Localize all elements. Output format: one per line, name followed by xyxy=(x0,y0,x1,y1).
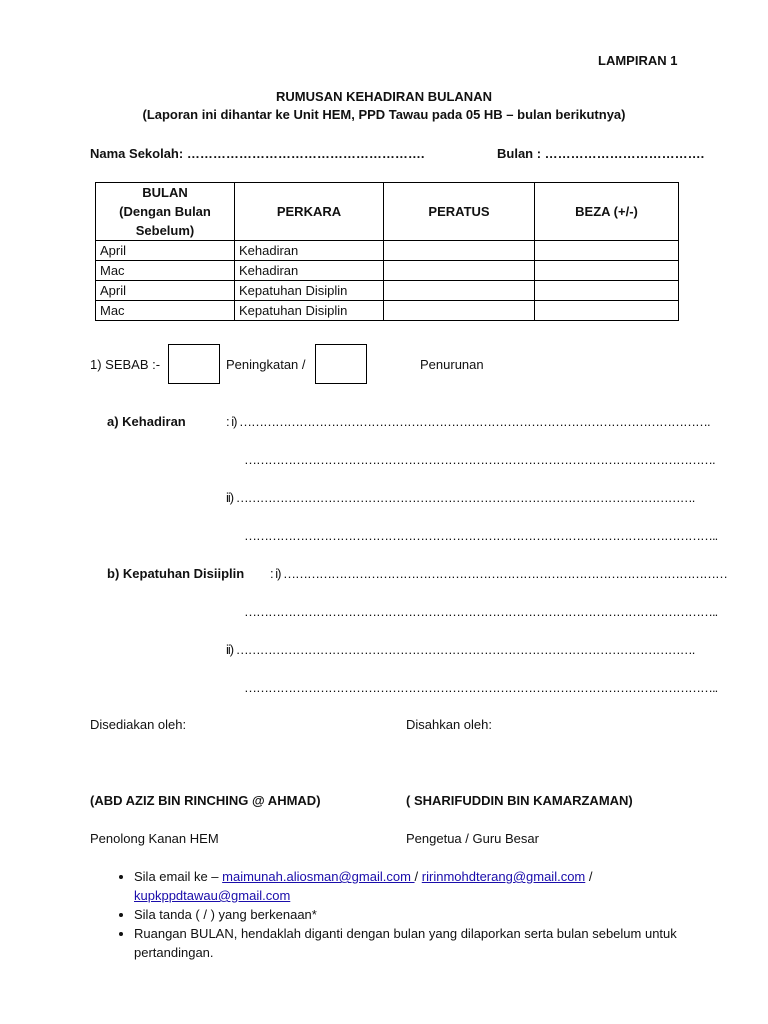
attendance-summary-table xyxy=(95,182,679,321)
cell-item: Kepatuhan Disiplin xyxy=(235,281,384,301)
table-row xyxy=(96,261,679,281)
cell-difference[interactable] xyxy=(535,301,679,321)
cell-month: Mac xyxy=(96,261,235,281)
section-a-line-i-cont[interactable]: ………………………………………………………………………………………………………. xyxy=(244,452,715,467)
header-bulan: BULAN (Dengan Bulan Sebelum) xyxy=(96,183,235,241)
notes-list xyxy=(108,867,694,962)
list-item: • Sila tanda ( / ) yang berkenaan* xyxy=(134,905,694,924)
approved-by-name: ( SHARIFUDDIN BIN KAMARZAMAN) xyxy=(406,793,633,808)
cell-percent[interactable] xyxy=(384,261,535,281)
header-peratus: PERATUS xyxy=(384,183,535,241)
header-perkara: PERKARA xyxy=(235,183,384,241)
prepared-by-label: Disediakan oleh: xyxy=(90,717,187,732)
separator: / xyxy=(414,869,422,884)
email-link-1[interactable]: maimunah.aliosman@gmail.com xyxy=(222,869,415,884)
increase-checkbox[interactable] xyxy=(168,344,220,384)
approved-by-role: Pengetua / Guru Besar xyxy=(406,831,539,846)
cell-difference[interactable] xyxy=(535,281,679,301)
section-b-line-i[interactable]: : i) ………………………………………………………………………………………………… xyxy=(270,566,728,581)
cell-percent[interactable] xyxy=(384,281,535,301)
cell-difference[interactable] xyxy=(535,241,679,261)
cell-month: April xyxy=(96,281,235,301)
table-row xyxy=(96,301,679,321)
cell-item: Kehadiran xyxy=(235,261,384,281)
section-b-label: b) Kepatuhan Disiiplin xyxy=(107,566,245,581)
section-a-label: a) Kehadiran xyxy=(107,414,186,429)
school-name-field[interactable]: Nama Sekolah: ………………………………………………. xyxy=(90,146,425,161)
list-item: • Ruangan BULAN, hendaklah diganti dengan bulan yang dilaporkan serta bulan sebelum untuk pertandingan. xyxy=(134,924,694,962)
lampiran-label: LAMPIRAN 1 xyxy=(598,53,678,68)
cell-month: April xyxy=(96,241,235,261)
section-b-line-ii[interactable]: ii) ……………………………………………………………………………………………………. xyxy=(226,642,695,657)
table-row xyxy=(96,281,679,301)
email-link-3[interactable]: kupkppdtawau@gmail.com xyxy=(134,888,291,903)
document-title: RUMUSAN KEHADIRAN BULANAN xyxy=(276,89,492,104)
prepared-by-name: (ABD AZIZ BIN RINCHING @ AHMAD) xyxy=(90,793,321,808)
cell-item: Kepatuhan Disiplin xyxy=(235,301,384,321)
section-a-line-ii[interactable]: ii) ……………………………………………………………………………………………………. xyxy=(226,490,695,505)
section-a-line-ii-cont[interactable]: ……………………………………………………………………………………………………….. xyxy=(244,528,718,543)
cell-percent[interactable] xyxy=(384,241,535,261)
header-beza: BEZA (+/-) xyxy=(535,183,679,241)
cell-item: Kehadiran xyxy=(235,241,384,261)
separator: / xyxy=(585,869,593,884)
cell-percent[interactable] xyxy=(384,301,535,321)
document-subtitle: (Laporan ini dihantar ke Unit HEM, PPD Tawau pada 05 HB – bulan berikutnya) xyxy=(142,107,626,122)
section-b-line-ii-cont[interactable]: ……………………………………………………………………………………………………….. xyxy=(244,680,718,695)
prepared-by-role: Penolong Kanan HEM xyxy=(90,831,219,846)
section-b-line-i-cont[interactable]: ……………………………………………………………………………………………………….. xyxy=(244,604,718,619)
decrease-checkbox[interactable] xyxy=(315,344,367,384)
list-item xyxy=(134,867,694,905)
cell-month: Mac xyxy=(96,301,235,321)
table-row xyxy=(96,241,679,261)
section-a-line-i[interactable]: : i) ………………………………………………………………………………………………………. xyxy=(226,414,710,429)
reason-label: 1) SEBAB :- xyxy=(90,357,161,372)
increase-label: Peningkatan / xyxy=(226,357,306,372)
month-field[interactable]: Bulan : ………………………………. xyxy=(497,146,705,161)
email-link-2[interactable]: ririnmohdterang@gmail.com xyxy=(421,869,586,884)
email-prefix: Sila email ke – xyxy=(134,869,223,884)
decrease-label: Penurunan xyxy=(420,357,484,372)
approved-by-label: Disahkan oleh: xyxy=(406,717,492,732)
cell-difference[interactable] xyxy=(535,261,679,281)
